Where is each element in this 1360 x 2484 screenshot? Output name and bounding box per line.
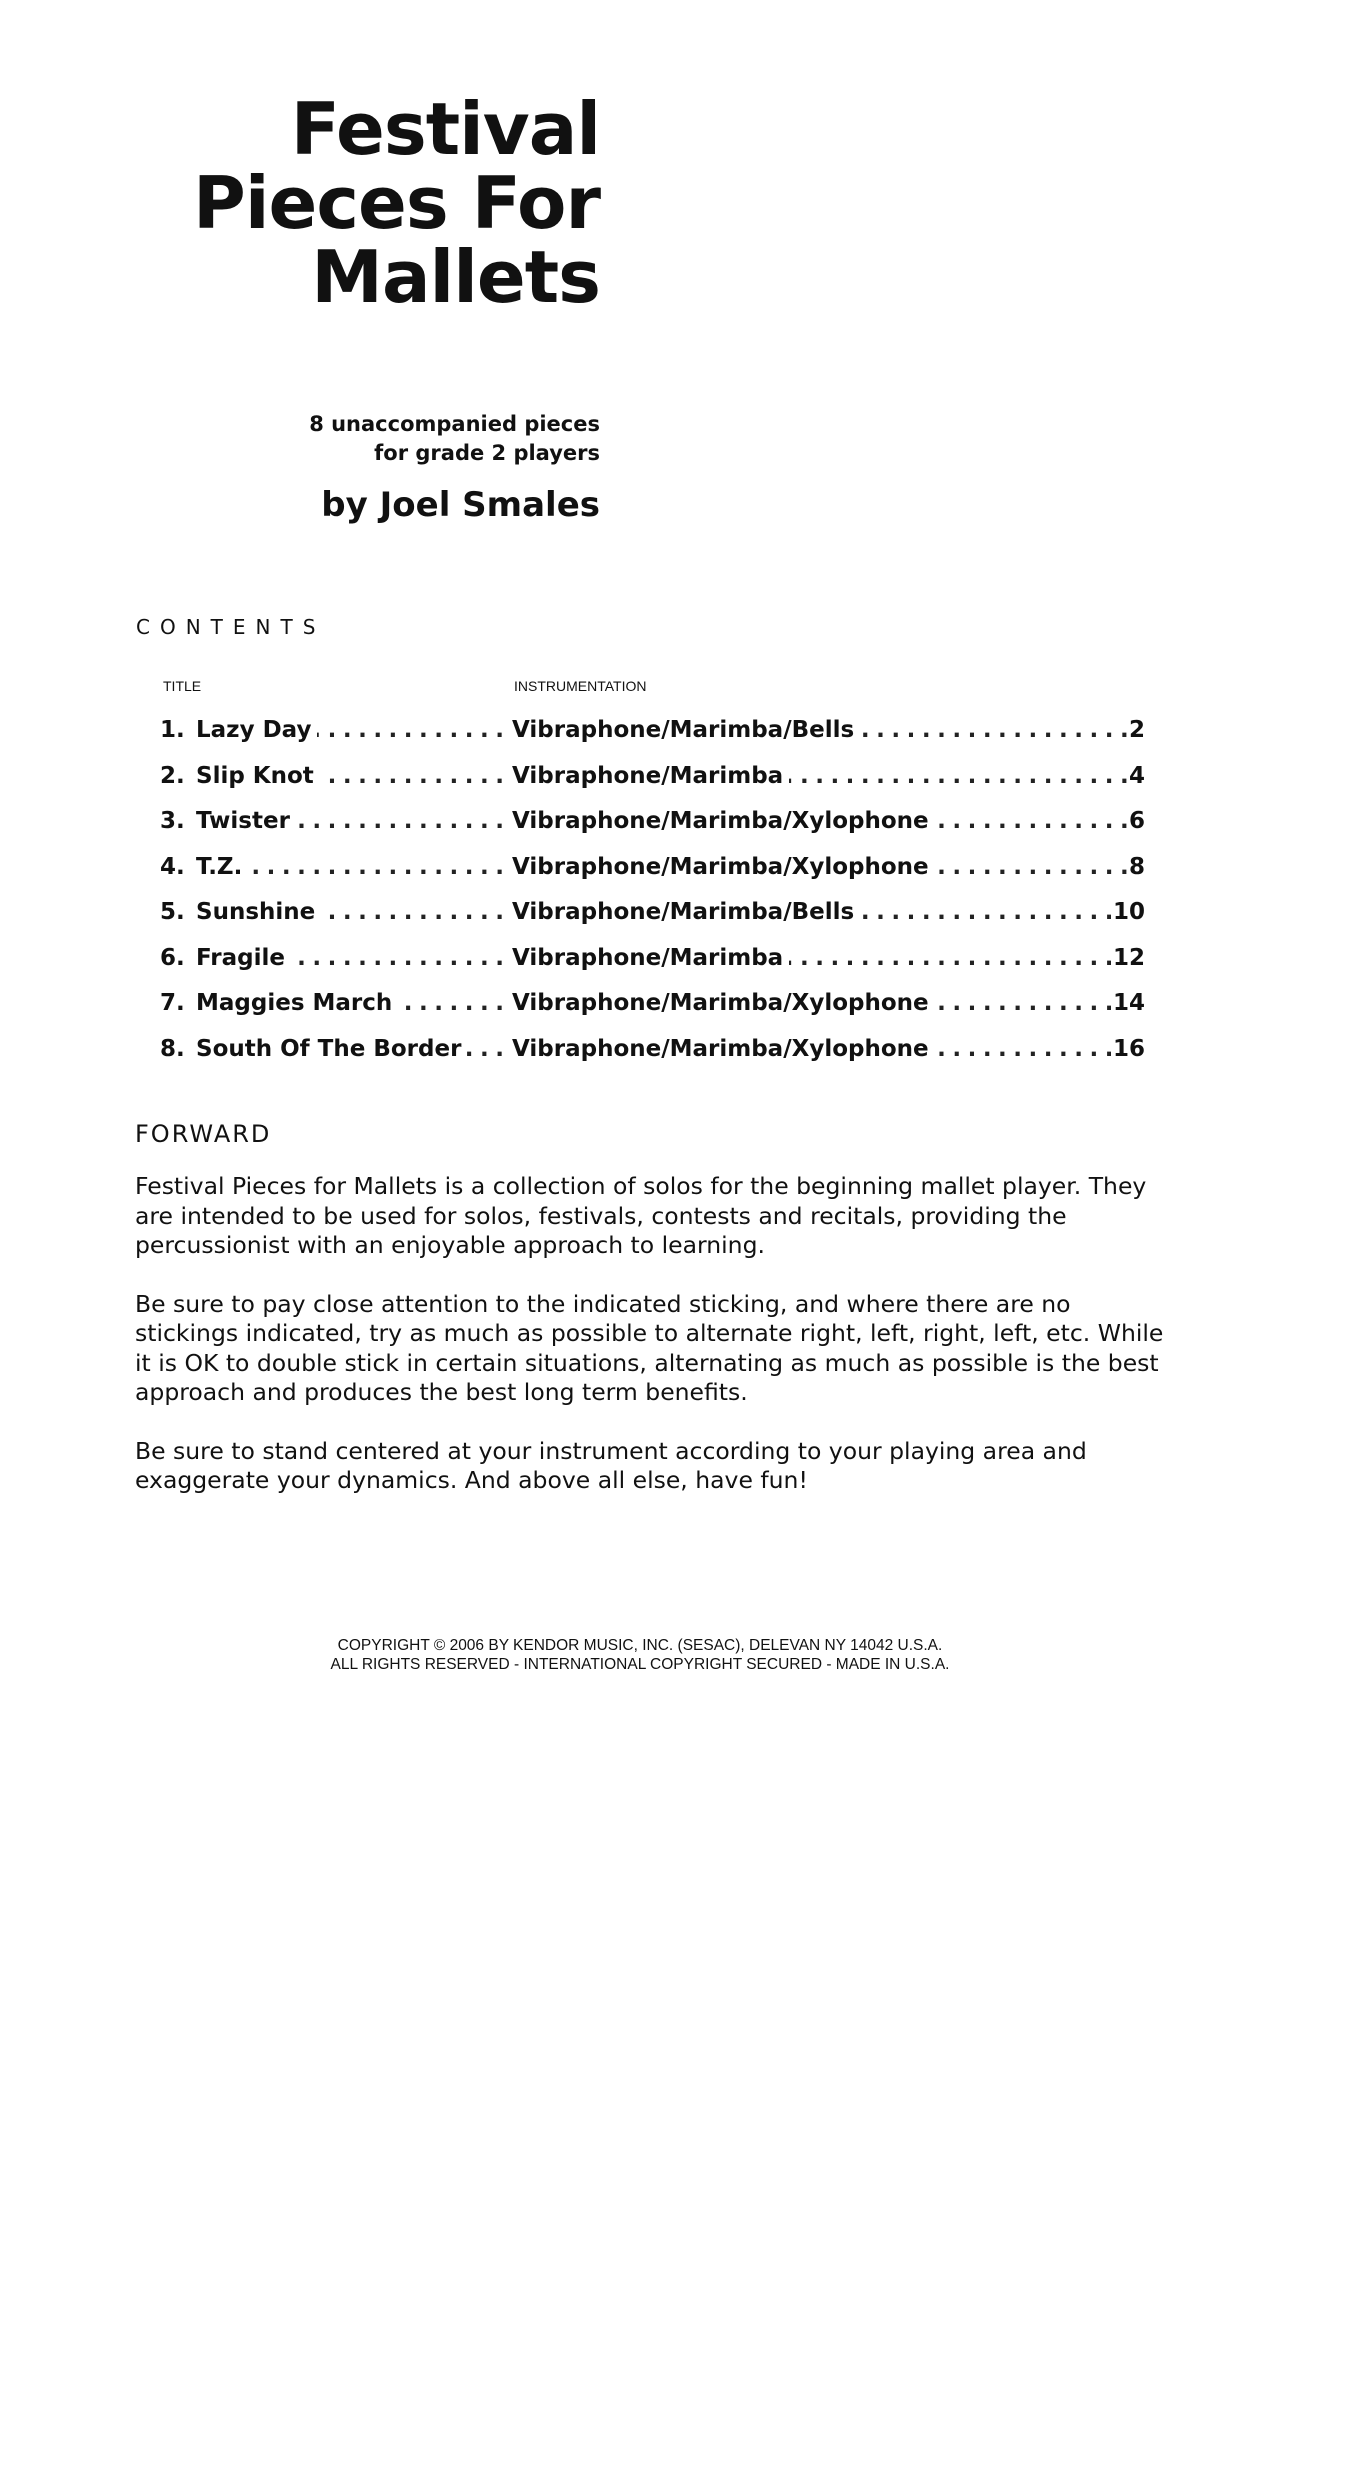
toc-title: T.Z. (196, 845, 248, 891)
toc-instrumentation: Vibraphone/Marimba/Bells (512, 890, 860, 936)
toc-title: Maggies March (196, 981, 398, 1027)
toc-page: 12 (1111, 936, 1145, 982)
toc-title: Lazy Day (196, 708, 317, 754)
toc-instrumentation: Vibraphone/Marimba (512, 936, 789, 982)
toc-instrumentation: Vibraphone/Marimba/Xylophone (512, 845, 935, 891)
subtitle-line-2: for grade 2 players (374, 441, 600, 465)
toc-number: 6. (160, 936, 196, 982)
contents-heading: CONTENTS (136, 615, 326, 639)
toc-number: 4. (160, 845, 196, 891)
toc-instrumentation: Vibraphone/Marimba (512, 754, 789, 800)
toc-row (160, 890, 1145, 936)
copyright-line-1: COPYRIGHT © 2006 BY KENDOR MUSIC, INC. (SESAC), DELEVAN NY 14042 U.S.A. (337, 1637, 943, 1654)
toc-page: 10 (1111, 890, 1145, 936)
toc-number: 1. (160, 708, 196, 754)
forward-paragraph-2: Be sure to pay close attention to the indicated sticking, and where there are no stickings indicated, try as much as possible to alternate right, left, right, left, etc. While it is OK to double stick in certain situations, alternating as much as possible is the best approach and produces the best long term benefits. (135, 1289, 1164, 1406)
toc-column-title: TITLE (163, 678, 202, 694)
toc-row (160, 1027, 1145, 1073)
forward-paragraph-1: Festival Pieces for Mallets is a collection of solos for the beginning mallet player. They are intended to be used for solos, festivals, contests and recitals, providing the percussionist with an enjoyable approach to learning. (135, 1172, 1147, 1259)
toc-instrumentation: Vibraphone/Marimba/Xylophone (512, 1027, 935, 1073)
toc-row (160, 754, 1145, 800)
toc-title: Sunshine (196, 890, 321, 936)
toc-instrumentation: Vibraphone/Marimba/Xylophone (512, 981, 935, 1027)
toc-row (160, 845, 1145, 891)
book-title-line-3: Mallets (311, 235, 600, 319)
toc-page: 14 (1111, 981, 1145, 1027)
toc-title: Slip Knot (196, 754, 320, 800)
toc-title: Fragile (196, 936, 291, 982)
toc-number: 3. (160, 799, 196, 845)
toc-number: 2. (160, 754, 196, 800)
subtitle (230, 410, 600, 468)
copyright-notice (200, 1636, 1080, 1674)
toc-page: 16 (1111, 1027, 1145, 1073)
forward-body (135, 1172, 1175, 1525)
toc-number: 7. (160, 981, 196, 1027)
toc-title: South Of The Border (196, 1027, 467, 1073)
book-title-line-2: Pieces For (193, 161, 600, 245)
toc-page: 6 (1127, 799, 1145, 845)
book-title (170, 87, 600, 319)
toc-page: 8 (1127, 845, 1145, 891)
toc-row (160, 981, 1145, 1027)
toc-instrumentation: Vibraphone/Marimba/Bells (512, 708, 860, 754)
table-of-contents (160, 708, 1145, 1072)
toc-page: 4 (1127, 754, 1145, 800)
author: by Joel Smales (321, 485, 600, 525)
toc-row (160, 708, 1145, 754)
copyright-line-2: ALL RIGHTS RESERVED - INTERNATIONAL COPYRIGHT SECURED - MADE IN U.S.A. (330, 1656, 950, 1673)
toc-number: 8. (160, 1027, 196, 1073)
book-title-line-1: Festival (290, 87, 600, 171)
toc-instrumentation: Vibraphone/Marimba/Xylophone (512, 799, 935, 845)
subtitle-line-1: 8 unaccompanied pieces (309, 412, 600, 436)
toc-page: 2 (1127, 708, 1145, 754)
forward-paragraph-3: Be sure to stand centered at your instrument according to your playing area and exaggerate your dynamics. And above all else, have fun! (135, 1436, 1087, 1494)
toc-row (160, 799, 1145, 845)
toc-row (160, 936, 1145, 982)
toc-title: Twister (196, 799, 296, 845)
toc-number: 5. (160, 890, 196, 936)
forward-heading: FORWARD (135, 1120, 272, 1148)
toc-column-instrumentation: INSTRUMENTATION (514, 678, 647, 694)
